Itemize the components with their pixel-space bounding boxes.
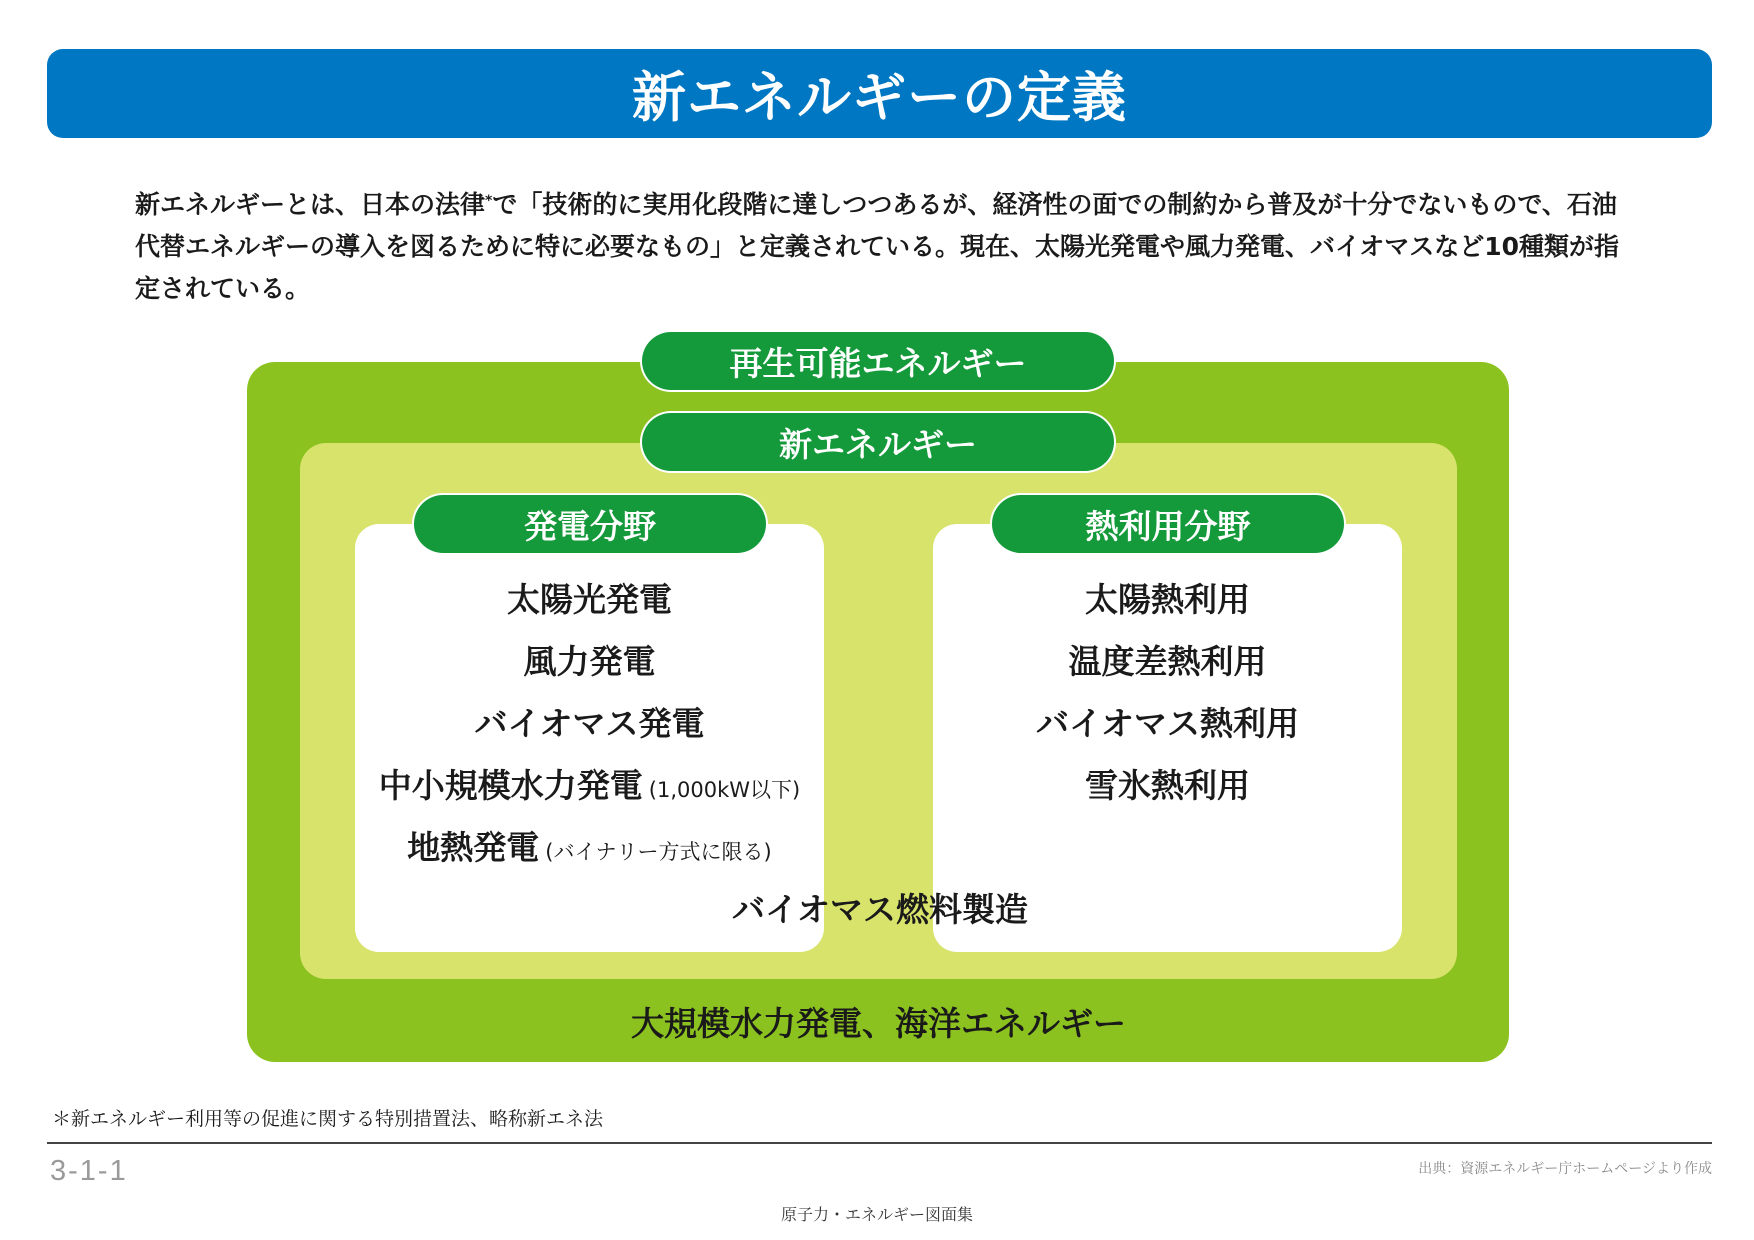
footnote: ＊新エネルギー利用等の促進に関する特別措置法、略称新エネ法: [52, 1108, 604, 1130]
new-energy-label: 新エネルギー: [642, 413, 1114, 471]
footnote-mark: *: [485, 193, 493, 209]
power-item-text: バイオマス発電: [474, 704, 705, 743]
power-item-solar: [355, 574, 824, 621]
heat-item-temperature-difference: 温度差熱利用: [1068, 642, 1267, 681]
source-credit: 出典：資源エネルギー庁ホームページより作成: [1418, 1161, 1712, 1177]
power-item-text: 太陽光発電: [507, 580, 672, 619]
power-item-geothermal: [355, 822, 824, 869]
publication-name: 原子力・エネルギー図面集: [780, 1205, 973, 1224]
footer-divider: [47, 1142, 1712, 1144]
power-item-text: 中小規模水力発電: [378, 766, 643, 805]
power-item-wind: [355, 636, 824, 683]
power-item-text: 風力発電: [523, 642, 656, 681]
page-title: 新エネルギーの定義: [632, 66, 1127, 129]
power-item-note: (1,000kW以下): [648, 778, 801, 802]
intro-text-1: 新エネルギーとは、日本の法律: [135, 190, 486, 219]
power-generation-label: 発電分野: [414, 495, 766, 553]
title-bar: [47, 49, 1712, 138]
power-item-note: (バイナリー方式に限る): [545, 840, 772, 864]
intro-paragraph: [135, 184, 1635, 310]
power-item-small-hydro: [355, 760, 824, 807]
power-item-biomass: [355, 698, 824, 745]
outer-item-large-hydro-ocean: 大規模水力発電、海洋エネルギー: [631, 1004, 1126, 1043]
heat-item-snow-ice: 雪氷熱利用: [1085, 766, 1250, 805]
heat-item-biomass: バイオマス熱利用: [1035, 704, 1299, 743]
heat-utilization-label: 熱利用分野: [992, 495, 1344, 553]
page-number: 3-1-1: [50, 1155, 128, 1187]
power-item-text: 地熱発電: [407, 828, 540, 867]
intro-text-2: で「技術的に実用化段階に達しつつあるが、経済性の面での制約から普及が十分でないもので、石油代替エネルギーの導入を図るために特に必要なもの」と定義されている。現在、太陽光発電や風力発電、バイオマスなど10種類が指定されている。: [135, 190, 1620, 303]
heat-item-solar: 太陽熱利用: [1085, 580, 1250, 619]
renewable-energy-label: 再生可能エネルギー: [642, 332, 1114, 390]
shared-item-biomass-fuel: バイオマス燃料製造: [731, 890, 1028, 929]
